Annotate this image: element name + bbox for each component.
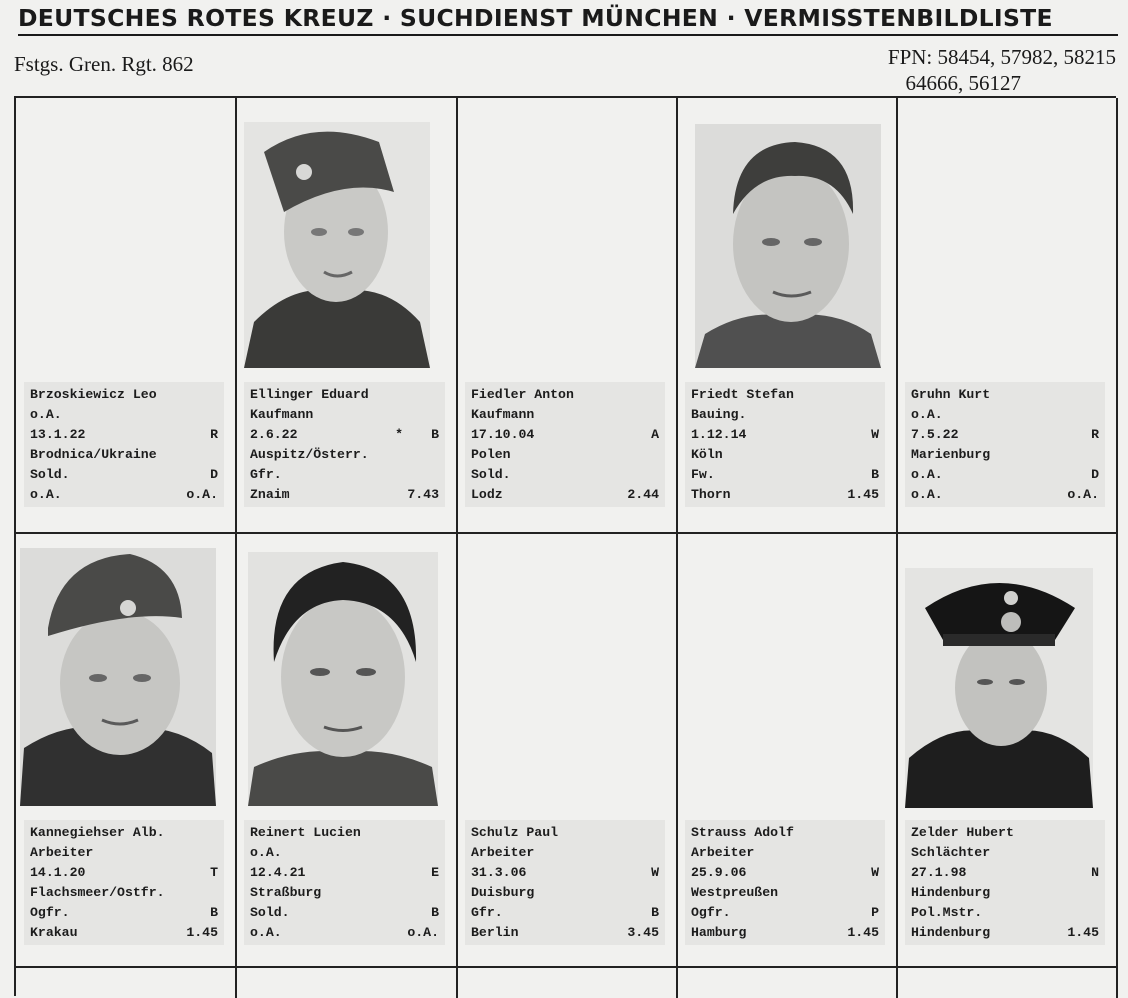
person-rank: o.A. <box>911 467 943 482</box>
person-info <box>465 382 665 507</box>
person-rank: Sold. <box>250 905 290 920</box>
person-code-2: P <box>871 905 879 920</box>
person-code-2: B <box>651 905 659 920</box>
person-birth-date: 2.6.22 <box>250 427 298 442</box>
person-occupation: Kaufmann <box>471 407 535 422</box>
person-birthplace: Köln <box>691 447 723 462</box>
person-birthplace: Flachsmeer/Ostfr. <box>30 885 165 900</box>
person-last-date: 1.45 <box>847 487 879 502</box>
person-last-date: 3.45 <box>627 925 659 940</box>
person-rank: Gfr. <box>471 905 503 920</box>
person-last-place: o.A. <box>911 487 943 502</box>
person-name: Fiedler Anton <box>471 387 574 402</box>
page-title: DEUTSCHES ROTES KREUZ · SUCHDIENST MÜNCHEN · VERMISSTENBILDLISTE <box>18 4 1118 36</box>
fpn-line-1: FPN: 58454, 57982, 58215 <box>887 45 1116 69</box>
person-code: W <box>871 865 879 880</box>
person-last-place: Hindenburg <box>911 925 991 940</box>
person-birth-date: 25.9.06 <box>691 865 747 880</box>
person-info <box>244 382 445 507</box>
person-occupation: Arbeiter <box>691 845 755 860</box>
person-last-date: 1.45 <box>847 925 879 940</box>
person-card <box>234 530 455 964</box>
person-card <box>14 530 234 964</box>
portrait-image <box>244 122 430 368</box>
fpn-block <box>888 44 1116 96</box>
person-last-date: 1.45 <box>186 925 218 940</box>
person-card <box>675 96 895 530</box>
person-birth-date: 14.1.20 <box>30 865 86 880</box>
person-occupation: Kaufmann <box>250 407 314 422</box>
person-rank: Fw. <box>691 467 715 482</box>
person-occupation: Arbeiter <box>471 845 535 860</box>
person-rank: Sold. <box>30 467 70 482</box>
person-info <box>24 382 224 507</box>
person-card <box>895 530 1115 964</box>
person-birthplace: Westpreußen <box>691 885 779 900</box>
person-card <box>455 530 675 964</box>
person-card <box>234 96 455 530</box>
person-name: Zelder Hubert <box>911 825 1014 840</box>
person-occupation: o.A. <box>250 845 282 860</box>
person-occupation: Arbeiter <box>30 845 94 860</box>
person-code: A <box>651 427 659 442</box>
person-photo <box>20 548 216 806</box>
person-name: Reinert Lucien <box>250 825 361 840</box>
person-occupation: o.A. <box>911 407 943 422</box>
person-last-place: Znaim <box>250 487 290 502</box>
person-name: Kannegiehser Alb. <box>30 825 165 840</box>
person-name: Friedt Stefan <box>691 387 794 402</box>
person-code: B <box>431 427 439 442</box>
person-rank: Ogfr. <box>30 905 70 920</box>
person-code: W <box>871 427 879 442</box>
person-rank: Gfr. <box>250 467 282 482</box>
person-photo <box>244 122 430 368</box>
person-last-place: Hamburg <box>691 925 747 940</box>
person-info <box>905 820 1105 945</box>
portrait-image <box>20 548 216 806</box>
person-mark: * <box>395 427 403 442</box>
person-occupation: Bauing. <box>691 407 747 422</box>
person-birthplace: Straßburg <box>250 885 322 900</box>
person-last-place: Krakau <box>30 925 78 940</box>
person-code: T <box>210 865 218 880</box>
person-birthplace: Auspitz/Österr. <box>250 447 369 462</box>
person-occupation: Schlächter <box>911 845 991 860</box>
person-last-place: o.A. <box>30 487 62 502</box>
person-name: Brzoskiewicz Leo <box>30 387 157 402</box>
person-name: Strauss Adolf <box>691 825 794 840</box>
person-birth-date: 31.3.06 <box>471 865 527 880</box>
grid-divider <box>16 966 1118 968</box>
person-info <box>685 382 885 507</box>
person-birthplace: Polen <box>471 447 511 462</box>
person-rank: Sold. <box>471 467 511 482</box>
portrait-image <box>695 124 881 368</box>
person-birth-date: 1.12.14 <box>691 427 747 442</box>
person-birthplace: Hindenburg <box>911 885 991 900</box>
person-last-date: 2.44 <box>627 487 659 502</box>
person-last-place: o.A. <box>250 925 282 940</box>
person-last-place: Berlin <box>471 925 519 940</box>
person-card <box>14 96 234 530</box>
person-last-date: 1.45 <box>1067 925 1099 940</box>
person-card <box>675 530 895 964</box>
person-card <box>895 96 1115 530</box>
person-last-place: Lodz <box>471 487 503 502</box>
person-birth-date: 7.5.22 <box>911 427 959 442</box>
person-photo <box>248 552 438 806</box>
person-code-2: D <box>210 467 218 482</box>
person-info <box>905 382 1105 507</box>
person-info <box>24 820 224 945</box>
person-birth-date: 27.1.98 <box>911 865 967 880</box>
person-last-date: o.A. <box>186 487 218 502</box>
person-rank: Ogfr. <box>691 905 731 920</box>
person-code-2: B <box>871 467 879 482</box>
person-code: N <box>1091 865 1099 880</box>
person-name: Gruhn Kurt <box>911 387 991 402</box>
person-code-2: B <box>210 905 218 920</box>
person-last-place: Thorn <box>691 487 731 502</box>
person-code: R <box>1091 427 1099 442</box>
person-info <box>465 820 665 945</box>
person-last-date: o.A. <box>1067 487 1099 502</box>
fpn-line-2: 64666, 56127 <box>905 71 1021 95</box>
person-code: W <box>651 865 659 880</box>
person-code: R <box>210 427 218 442</box>
person-birthplace: Brodnica/Ukraine <box>30 447 157 462</box>
person-birth-date: 13.1.22 <box>30 427 86 442</box>
person-last-date: 7.43 <box>407 487 439 502</box>
person-birth-date: 17.10.04 <box>471 427 535 442</box>
person-info <box>244 820 445 945</box>
person-rank: Pol.Mstr. <box>911 905 983 920</box>
person-last-date: o.A. <box>407 925 439 940</box>
person-name: Schulz Paul <box>471 825 559 840</box>
person-code-2: D <box>1091 467 1099 482</box>
person-code-2: B <box>431 905 439 920</box>
unit-label: Fstgs. Gren. Rgt. 862 <box>14 52 194 76</box>
person-birthplace: Marienburg <box>911 447 991 462</box>
person-birth-date: 12.4.21 <box>250 865 306 880</box>
person-card <box>455 96 675 530</box>
person-name: Ellinger Eduard <box>250 387 369 402</box>
person-photo <box>905 568 1093 808</box>
portrait-image <box>905 568 1093 808</box>
person-info <box>685 820 885 945</box>
person-birthplace: Duisburg <box>471 885 535 900</box>
grid-divider <box>1116 98 1118 998</box>
person-photo <box>695 124 881 368</box>
person-code: E <box>431 865 439 880</box>
portrait-image <box>248 552 438 806</box>
person-occupation: o.A. <box>30 407 62 422</box>
